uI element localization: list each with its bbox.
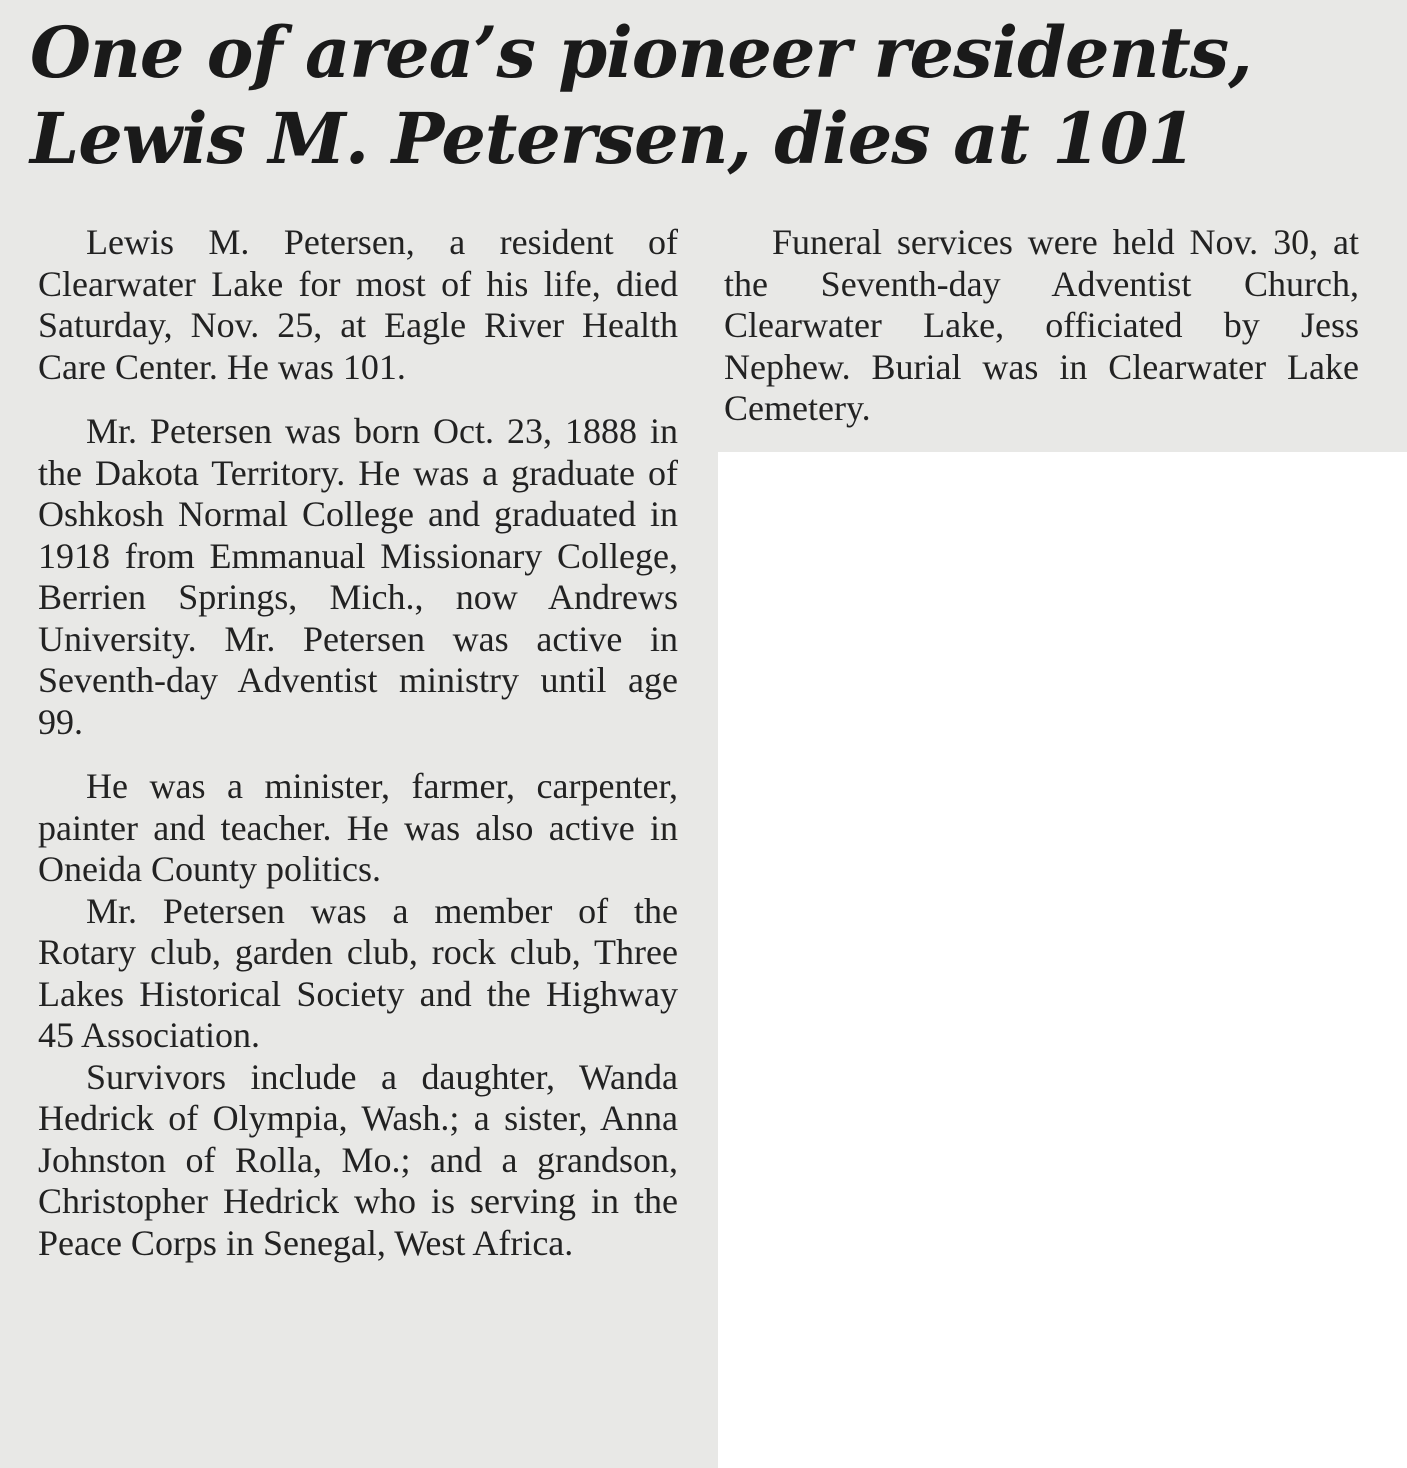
headline-line-2: Lewis M. Petersen, dies at 101 xyxy=(30,97,1196,180)
paragraph-biography: Mr. Petersen was born Oct. 23, 1888 in the Dakota Territory. He was a graduate of Oshkosh Normal College and graduated in 1918 from Emmanual Missionary College, Berrien Springs, Mich., now Andrews University. Mr. Petersen was active in Seventh-day Adventist ministry until age 99. xyxy=(38,411,678,742)
paragraph-occupations: He was a minister, farmer, carpenter, painter and teacher. He was also active in Oneida County politics. xyxy=(38,766,678,889)
paragraph-funeral: Funeral services were held Nov. 30, at the Seventh-day Adventist Church, Clearwater Lake, officiated by Jess Nephew. Burial was in Clearwater Lake Cemetery. xyxy=(724,222,1359,428)
paragraph-memberships: Mr. Petersen was a member of the Rotary club, garden club, rock club, Three Lakes Historical Society and the Highway 45 Association. xyxy=(38,890,678,1055)
headline xyxy=(30,10,1390,182)
paragraph-survivors: Survivors include a daughter, Wanda Hedrick of Olympia, Wash.; a sister, Anna Johnston of Rolla, Mo.; and a grandson, Christopher Hedrick who is serving in the Peace Corps in Senegal, West Africa. xyxy=(38,1056,678,1263)
left-column xyxy=(38,222,678,1264)
headline-line-1: One of area’s pioneer residents, xyxy=(30,11,1252,94)
right-column xyxy=(724,222,1359,430)
paragraph-death-notice: Lewis M. Petersen, a resident of Clearwater Lake for most of his life, died Saturday, Nov. 25, at Eagle River Health Care Center. He was 101. xyxy=(38,222,678,387)
